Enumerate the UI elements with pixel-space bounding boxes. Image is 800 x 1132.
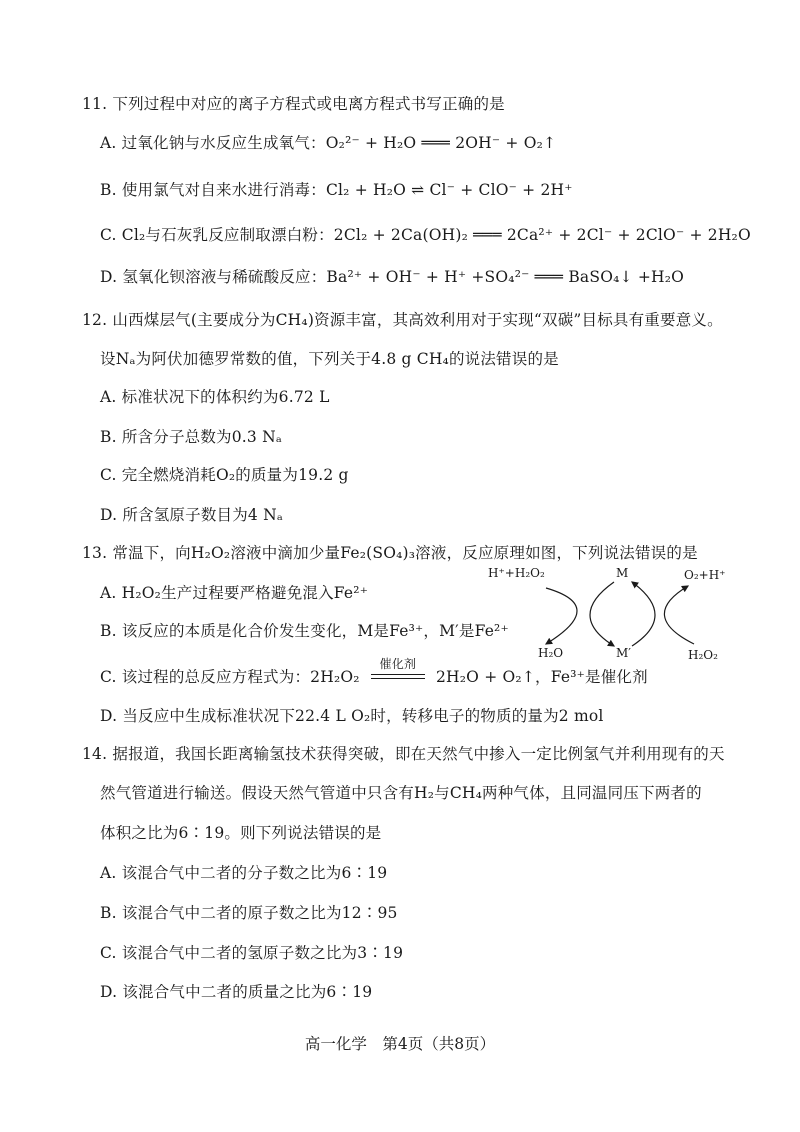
label-m: M <box>616 566 629 580</box>
q13-option-d: D. 当反应中生成标准状况下22.4 L O₂时，转移电子的物质的量为2 mol <box>100 707 604 725</box>
label-h-plus-h2o2: H⁺+H₂O₂ <box>488 566 545 580</box>
page-footer: 高一化学 第4页（共8页） <box>304 1035 496 1053</box>
q12-stem-line2: 设Nₐ为阿伏加德罗常数的值，下列关于4.8 g CH₄的说法错误的是 <box>100 350 559 368</box>
q13-stem: 13. 常温下，向H₂O₂溶液中滴加少量Fe₂(SO₄)₃溶液，反应原理如图，下列说法错误的是 <box>82 544 698 562</box>
q13-option-b: B. 该反应的本质是化合价发生变化，M是Fe³⁺，M′是Fe²⁺ <box>100 622 509 640</box>
label-h2o2: H₂O₂ <box>688 648 718 662</box>
q14-stem-line1: 14. 据报道，我国长距离输氢技术获得突破，即在天然气中掺入一定比例氢气并利用现有的天 <box>82 745 725 763</box>
q13-option-a: A. H₂O₂生产过程要严格避免混入Fe²⁺ <box>100 584 369 602</box>
catalyst-label: 催化剂 <box>379 657 417 671</box>
q12-option-d: D. 所含氢原子数目为4 Nₐ <box>100 506 284 524</box>
q14-option-b: B. 该混合气中二者的原子数之比为12∶95 <box>100 904 398 922</box>
catalyst-arrow <box>369 657 427 687</box>
q12-option-a: A. 标准状况下的体积约为6.72 L <box>100 388 330 406</box>
q12-option-c: C. 完全燃烧消耗O₂的质量为19.2 g <box>100 466 349 484</box>
q11-stem: 11. 下列过程中对应的离子方程式或电离方程式书写正确的是 <box>82 95 505 113</box>
label-m-prime: M′ <box>616 646 632 660</box>
catalytic-cycle-diagram <box>488 566 728 666</box>
q11-option-a: A. 过氧化钠与水反应生成氧气：O₂²⁻ + H₂O ═══ 2OH⁻ + O₂↑ <box>100 134 557 152</box>
q12-option-b: B. 所含分子总数为0.3 Nₐ <box>100 428 283 446</box>
q12-stem-line1: 12. 山西煤层气(主要成分为CH₄)资源丰富，其高效利用对于实现“双碳”目标具有重要意义。 <box>82 311 723 329</box>
q14-stem-line3: 体积之比为6∶19。则下列说法错误的是 <box>100 824 382 842</box>
q14-option-d: D. 该混合气中二者的质量之比为6∶19 <box>100 983 373 1001</box>
q11-option-d: D. 氢氧化钡溶液与稀硫酸反应：Ba²⁺ + OH⁻ + H⁺ +SO₄²⁻ ═══ BaSO₄↓ +H₂O <box>100 268 685 286</box>
q13-option-c-left: C. 该过程的总反应方程式为：2H₂O₂ <box>100 668 360 686</box>
q11-option-b: B. 使用氯气对自来水进行消毒：Cl₂ + H₂O ⇌ Cl⁻ + ClO⁻ + 2H⁺ <box>100 181 573 199</box>
q13-option-c <box>100 657 648 687</box>
q14-stem-line2: 然气管道进行输送。假设天然气管道中只含有H₂与CH₄两种气体，且同温同压下两者的 <box>100 784 702 802</box>
label-o2-h-plus: O₂+H⁺ <box>684 568 726 582</box>
q14-option-a: A. 该混合气中二者的分子数之比为6∶19 <box>100 864 388 882</box>
label-h2o: H₂O <box>538 646 564 660</box>
q13-option-c-right: 2H₂O + O₂↑，Fe³⁺是催化剂 <box>435 668 648 686</box>
q11-option-c: C. Cl₂与石灰乳反应制取漂白粉：2Cl₂ + 2Ca(OH)₂ ═══ 2Ca²⁺ + 2Cl⁻ + 2ClO⁻ + 2H₂O <box>100 226 751 244</box>
q14-option-c: C. 该混合气中二者的氢原子数之比为3∶19 <box>100 944 404 962</box>
